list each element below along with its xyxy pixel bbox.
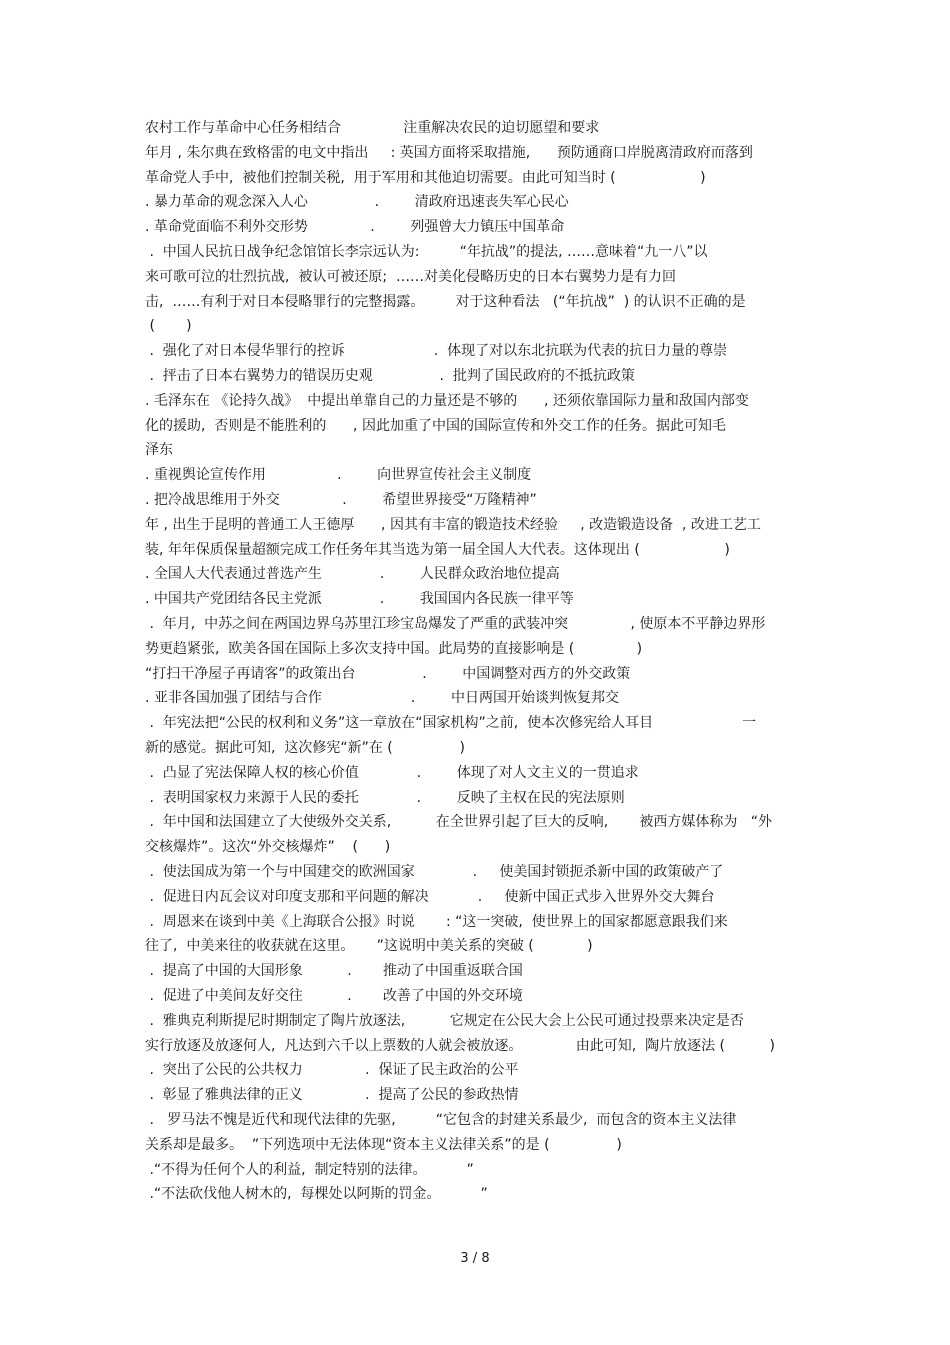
text-line: ( ) — [145, 318, 192, 335]
text-line: . 毛泽东在 《论持久战》 中提出单靠自己的力量还是不够的 , 还须依靠国际力量和敌国内部变 — [145, 392, 749, 409]
page-number: 3 / 8 — [460, 1251, 490, 1266]
text-line: . 强化了对日本侵华罪行的控诉 . 体现了对以东北抗联为代表的抗日力量的尊崇 — [145, 343, 728, 360]
text-line: . 中国人民抗日战争纪念馆馆长李宗远认为: “年抗战”的提法, ……意味着“九一八”以 — [145, 244, 708, 260]
text-line: . 革命党面临不利外交形势 . 列强曾大力镇压中国革命 — [145, 219, 565, 236]
text-line: . 年宪法把“公民的权利和义务”这一章放在“国家机构”之前, 使本次修宪给人耳目 一 — [145, 715, 757, 732]
text-line: . 把冷战思维用于外交 . 希望世界接受“万隆精神” — [145, 492, 537, 508]
text-line: “打扫干净屋子再请客”的政策出台 . 中国调整对西方的外交政策 — [145, 665, 631, 682]
text-line: . 提高了中国的大国形象 . 推动了中国重返联合国 — [145, 963, 523, 980]
text-line: 年月 , 朱尔典在致格雷的电文中指出 : 英国方面将采取措施, 预防通商口岸脱离清政府而落到 — [145, 144, 753, 161]
text-line: . 使法国成为第一个与中国建交的欧洲国家 . 使美国封锁扼杀新中国的政策破产了 — [145, 864, 724, 880]
text-line: 装, 年年保质保量超额完成工作任务年其当选为第一届全国人大代表。这体现出 ( ) — [145, 541, 730, 558]
text-line: . 重视舆论宣传作用 . 向世界宣传社会主义制度 — [145, 467, 532, 484]
text-line: . 暴力革命的观念深入人心 . 清政府迅速丧失军心民心 — [145, 194, 569, 211]
text-line: . 全国人大代表通过普选产生 . 人民群众政治地位提高 — [145, 566, 560, 583]
text-line: 实行放逐及放逐何人, 凡达到六千以上票数的人就会被放逐。 由此可知, 陶片放逐法 ( ) — [145, 1037, 775, 1054]
text-line: . 促进日内瓦会议对印度支那和平问题的解决 . 使新中国正式步入世界外交大舞台 — [145, 888, 715, 905]
text-line: . 抨击了日本右翼势力的错误历史观 . 批判了国民政府的不抵抗政策 — [145, 368, 635, 384]
text-line: 农村工作与革命中心任务相结合 注重解决农民的迫切愿望和要求 — [145, 120, 600, 136]
text-line: 革命党人手中, 被他们控制关税, 用于军用和其他迫切需要。由此可知当时 ( ) — [145, 169, 706, 186]
text-line: . 中国共产党团结各民主党派 . 我国国内各民族一律平等 — [145, 591, 574, 608]
text-line: 击, ……有利于对日本侵略罪行的完整揭露。 对于这种看法 (“年抗战” ) 的认识不正确的是 — [145, 293, 746, 310]
text-line: . 罗马法不愧是近代和现代法律的先驱, “它包含的封建关系最少, 而包含的资本主义法律 — [145, 1112, 737, 1128]
text-line: . 促进了中美间友好交往 . 改善了中国的外交环境 — [145, 988, 523, 1004]
text-line: . 表明国家权力来源于人民的委托 . 反映了主权在民的宪法原则 — [145, 789, 625, 806]
text-line: 年 , 出生于昆明的普通工人王德厚 , 因其有丰富的锻造技术经验 , 改造锻造设备 , 改进工艺工 — [145, 516, 761, 533]
text-line: 化的援助, 否则是不能胜利的 , 因此加重了中国的国际宣传和外交工作的任务。据此可知毛 — [145, 417, 726, 434]
text-line: . 年月, 中苏之间在两国边界乌苏里江珍宝岛爆发了严重的武装冲突 , 使原本不平静边界形 — [145, 616, 766, 632]
text-line: . 雅典克利斯提尼时期制定了陶片放逐法, 它规定在公民大会上公民可通过投票来决定是否 — [145, 1012, 744, 1029]
text-line: 交核爆炸”。这次“外交核爆炸” ( ) — [145, 839, 391, 856]
text-line: . 年中国和法国建立了大使级外交关系, 在全世界引起了巨大的反响, 被西方媒体称为 “外 — [145, 814, 772, 831]
text-line: . 凸显了宪法保障人权的核心价值 . 体现了对人文主义的一贯追求 — [145, 764, 639, 781]
text-line: . 周恩来在谈到中美《上海联合公报》时说 : “这一突破, 使世界上的国家都愿意跟我们来 — [145, 913, 728, 930]
text-line: 关系却是最多。 ”下列选项中无法体现“资本主义法律关系”的是 ( ) — [145, 1136, 622, 1153]
text-line: 新的感觉。据此可知, 这次修宪“新”在 ( ) — [145, 740, 465, 756]
text-line: . 亚非各国加强了团结与合作 . 中日两国开始谈判恢复邦交 — [145, 690, 619, 707]
text-line: . 突出了公民的公共权力 . 保证了民主政治的公平 — [145, 1062, 519, 1079]
text-line: 泽东 — [145, 442, 173, 459]
text-line: 往了, 中美来往的收获就在这里。 ”这说明中美关系的突破 ( ) — [145, 938, 593, 955]
text-line: 来可歌可泣的壮烈抗战, 被认可被还原; ……对美化侵略历史的日本右翼势力是有力回 — [145, 268, 676, 285]
text-line: . 彰显了雅典法律的正义 . 提高了公民的参政热情 — [145, 1087, 519, 1104]
text-line: .“不得为任何个人的利益, 制定特别的法律。 ” — [145, 1161, 474, 1178]
text-line: 势更趋紧张, 欧美各国在国际上多次支持中国。此局势的直接影响是 ( ) — [145, 640, 643, 657]
text-line: .“不法砍伐他人树木的, 每棵处以阿斯的罚金。 ” — [145, 1186, 488, 1203]
